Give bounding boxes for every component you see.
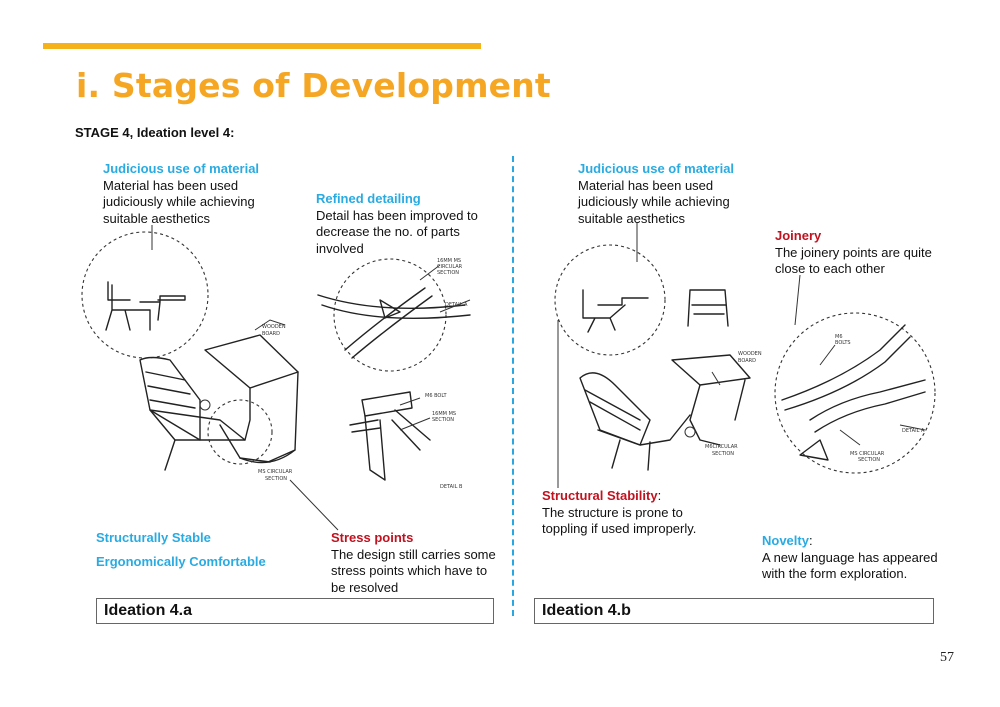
svg-text:DETAIL A: DETAIL A — [902, 428, 925, 434]
note-line: be resolved — [331, 579, 399, 595]
note-heading: Stress points — [331, 530, 414, 545]
detail-circle-chair-mini-left — [82, 232, 208, 358]
svg-text:DETAIL A: DETAIL A — [445, 302, 468, 308]
detail-joint-b — [350, 392, 463, 490]
note-line: judiciously while achieving — [578, 194, 730, 209]
svg-text:BOLTS: BOLTS — [835, 340, 851, 346]
note-joinery — [775, 228, 932, 278]
note-line: suitable aesthetics — [578, 210, 685, 226]
svg-text:WOODEN: WOODEN — [738, 351, 762, 357]
note-novelty — [762, 533, 938, 583]
page-number: 57 — [940, 650, 954, 665]
svg-text:M6: M6 — [835, 334, 843, 340]
note-heading-suffix: : — [657, 488, 662, 503]
note-heading: Judicious use of material — [578, 161, 735, 176]
note-heading: Refined detailing — [316, 191, 421, 206]
note-structural-stability — [542, 488, 696, 538]
note-heading: Judicious use of material — [103, 161, 260, 176]
svg-text:CIRCULAR: CIRCULAR — [437, 264, 463, 270]
note-line: The structure is prone to — [542, 504, 683, 520]
detail-circle-chair-mini-right — [555, 245, 728, 355]
note-line: toppling if used improperly. — [542, 521, 697, 536]
note-judicious-right — [578, 161, 734, 227]
note-line: Material has been used — [103, 177, 239, 193]
svg-text:SECTION: SECTION — [265, 476, 288, 482]
note-line: The design still carries some — [331, 546, 496, 562]
note-line: involved — [316, 240, 364, 256]
caption-ideation-4a: Ideation 4.a — [96, 598, 494, 624]
label-ergonomically-comfortable: Ergonomically Comfortable — [96, 554, 266, 569]
svg-text:BOARD: BOARD — [738, 358, 756, 364]
svg-text:MS CIRCULAR: MS CIRCULAR — [258, 469, 293, 475]
chair-sketch-ideation-4a — [140, 320, 298, 482]
svg-text:16MM MS: 16MM MS — [437, 258, 462, 264]
svg-text:SECTION: SECTION — [437, 270, 460, 276]
svg-text:MS CIRCULAR: MS CIRCULAR — [850, 451, 885, 457]
note-judicious-left — [103, 161, 259, 227]
detail-circle-joint-a — [318, 258, 470, 371]
note-heading: Joinery — [775, 228, 822, 243]
note-line: judiciously while achieving — [103, 194, 255, 209]
note-line: Detail has been improved to — [316, 207, 478, 223]
label-structurally-stable: Structurally Stable — [96, 530, 211, 545]
note-line: suitable aesthetics — [103, 210, 210, 226]
chair-sketch-ideation-4b — [580, 351, 762, 470]
note-line: stress points which have to — [331, 563, 488, 578]
note-line: Material has been used — [578, 177, 714, 193]
caption-ideation-4b: Ideation 4.b — [534, 598, 934, 624]
leader-line-joinery — [795, 275, 800, 325]
svg-text:WOODEN: WOODEN — [262, 324, 286, 330]
leader-line-stress — [290, 480, 338, 530]
svg-text:M6 BOLT: M6 BOLT — [425, 393, 447, 399]
svg-text:SECTION: SECTION — [712, 451, 735, 457]
note-line: close to each other — [775, 261, 885, 276]
note-heading: Novelty — [762, 533, 809, 548]
svg-text:SECTION: SECTION — [858, 457, 881, 463]
svg-text:M6CIRCULAR: M6CIRCULAR — [705, 444, 738, 450]
note-refined-detailing — [316, 191, 478, 257]
svg-text:SECTION: SECTION — [432, 417, 455, 423]
note-heading: Structural Stability — [542, 488, 658, 503]
svg-text:BOARD: BOARD — [262, 331, 280, 337]
page-title: i. Stages of Development — [76, 66, 551, 105]
svg-text:DETAIL B: DETAIL B — [440, 484, 463, 490]
note-line: with the form exploration. — [762, 566, 908, 581]
detail-circle-joinery — [775, 313, 935, 473]
note-line: The joinery points are quite — [775, 244, 932, 260]
note-heading-suffix: : — [808, 533, 813, 548]
note-line: A new language has appeared — [762, 549, 938, 565]
note-line: decrease the no. of parts — [316, 224, 460, 239]
note-stress-points — [331, 530, 496, 596]
stage-subtitle: STAGE 4, Ideation level 4: — [75, 125, 235, 140]
svg-text:16MM MS: 16MM MS — [432, 411, 457, 417]
